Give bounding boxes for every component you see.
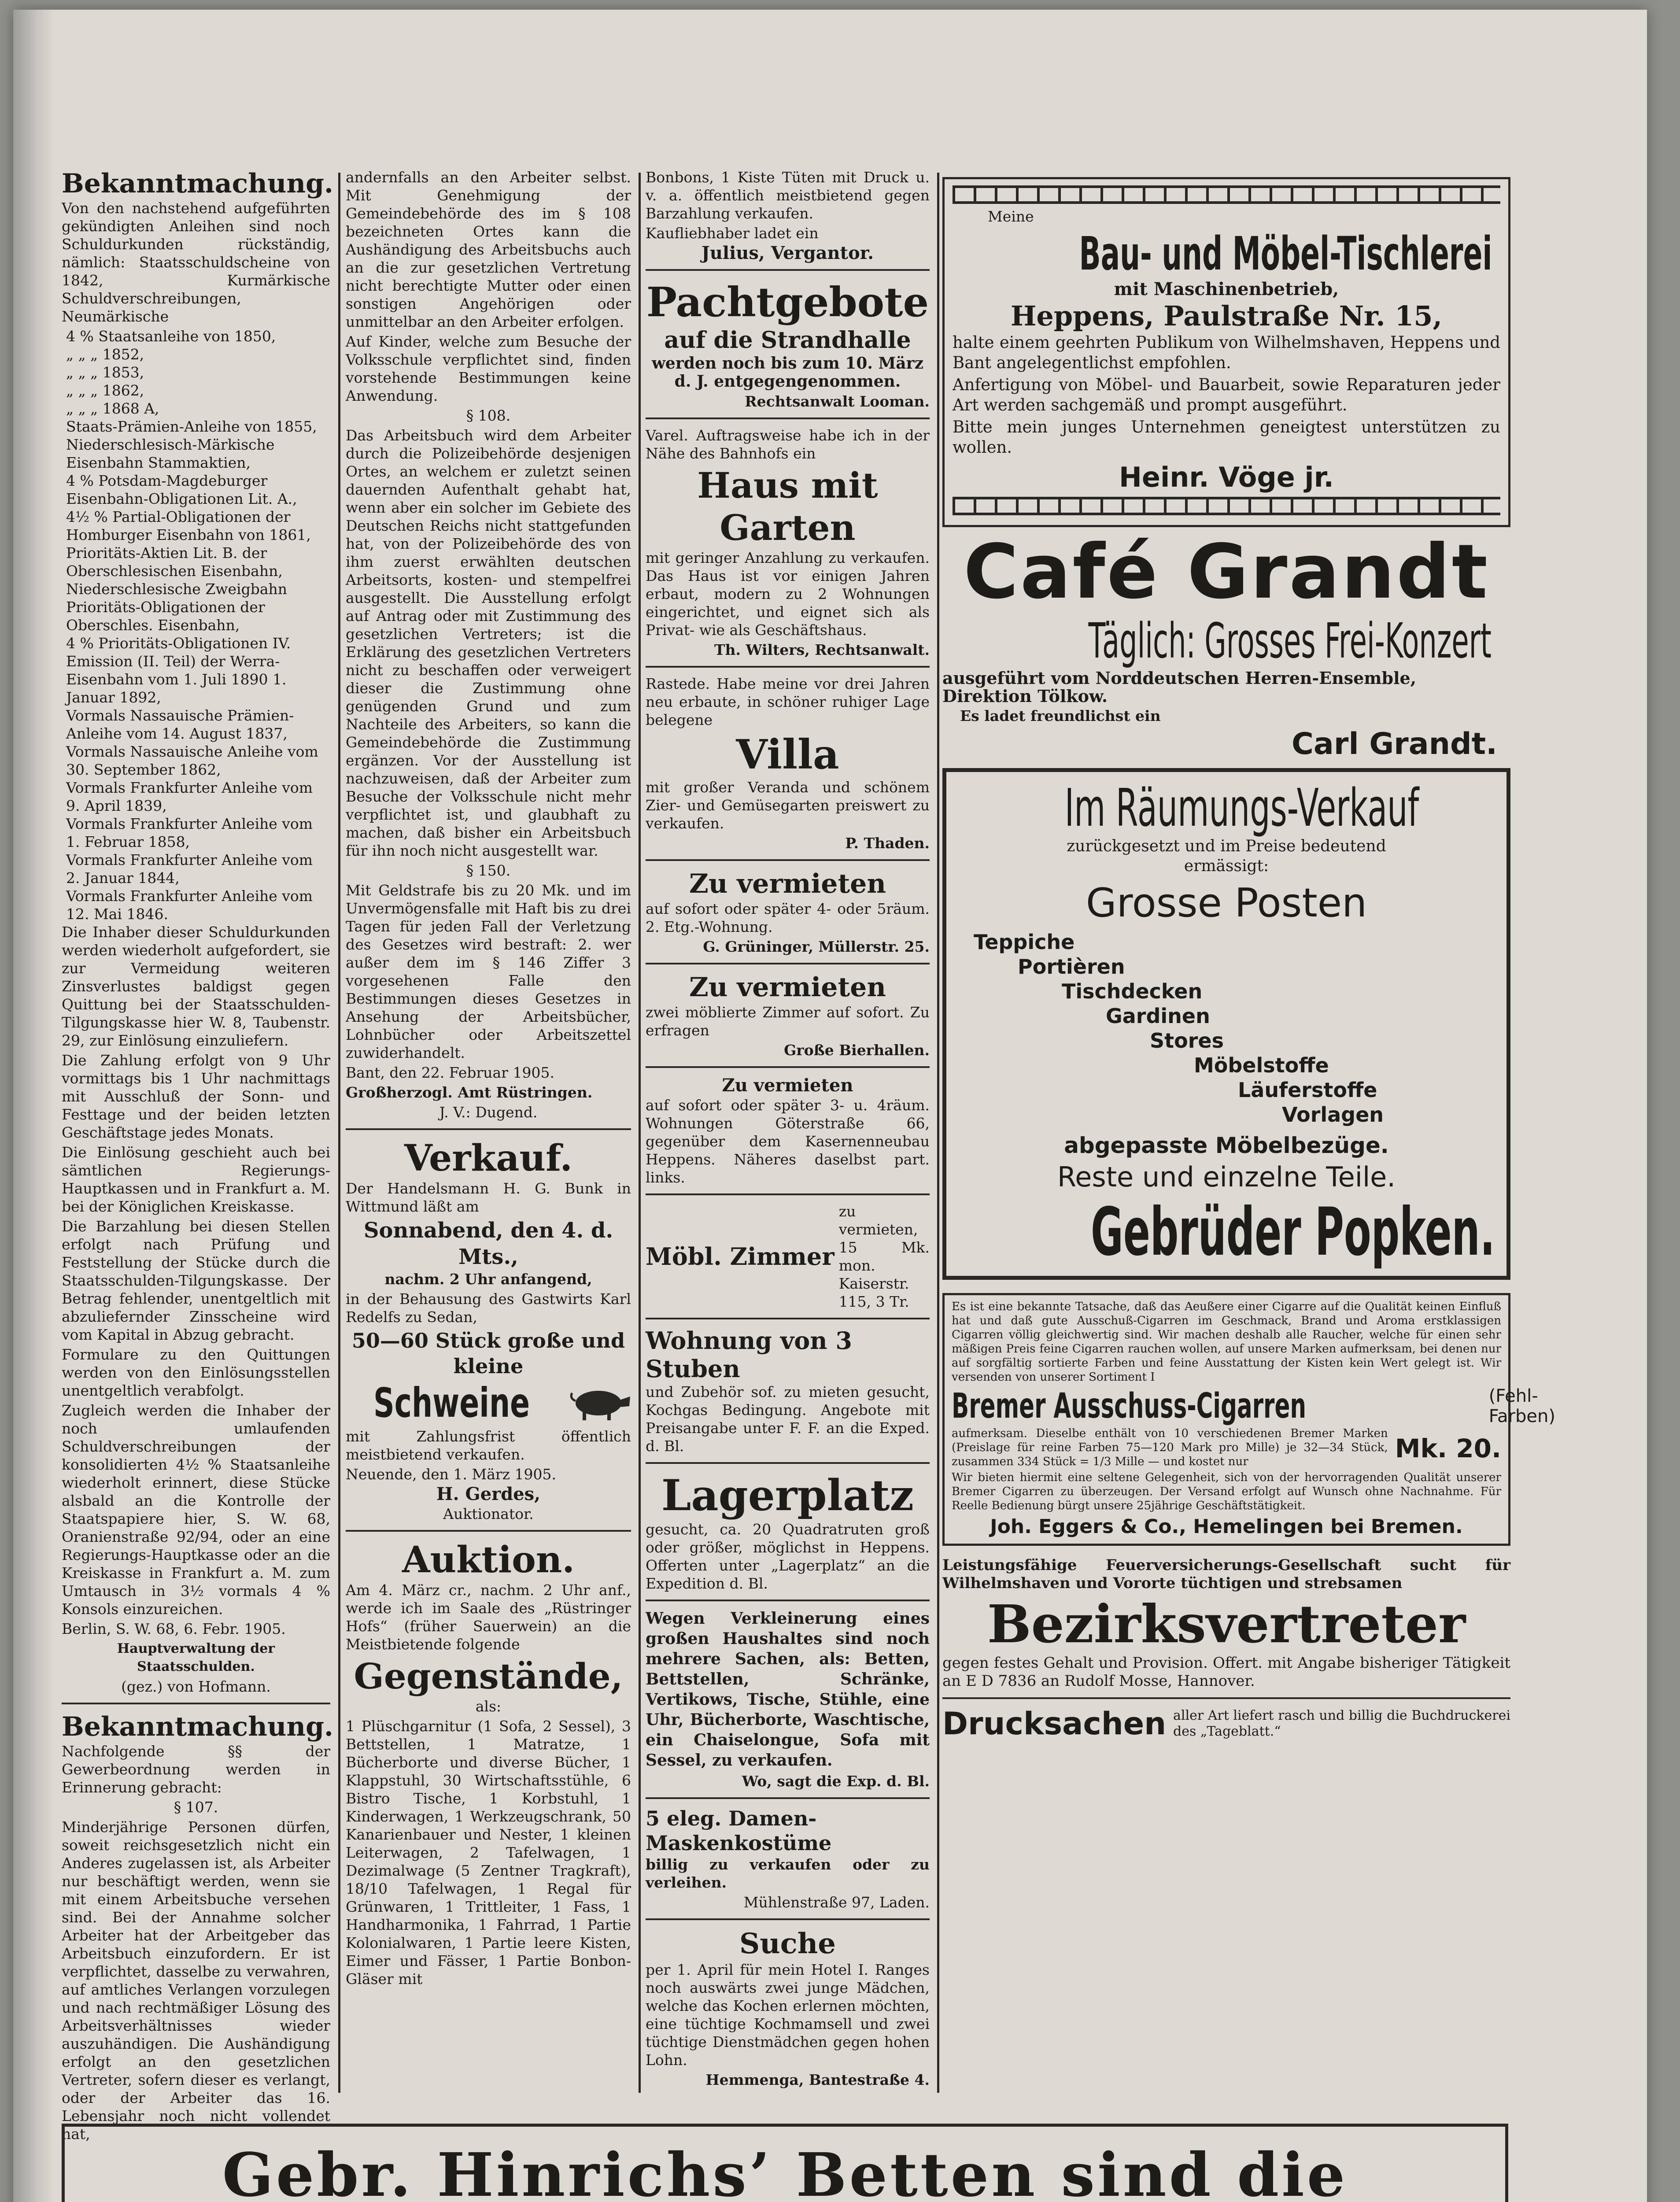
pig-icon bbox=[568, 1383, 634, 1423]
ad-subtitle: auf die Strandhalle bbox=[664, 327, 911, 354]
ad-date: Neuende, den 1. März 1905. bbox=[346, 1466, 557, 1483]
divider bbox=[646, 1318, 930, 1319]
ad-text: als: bbox=[475, 1698, 502, 1715]
ornament-border bbox=[953, 497, 1500, 515]
bond-item: 4½ % Partial-Obligationen der Homburger Eisenbahn von 1861, bbox=[66, 508, 311, 543]
divider bbox=[346, 1128, 631, 1130]
ad-address: Mühlenstraße 97, Laden. bbox=[743, 1894, 930, 1911]
ad-count: 50—60 Stück große und kleine bbox=[351, 1329, 625, 1378]
ad-text: abgepasste Möbelbezüge. bbox=[1064, 1133, 1389, 1158]
divider bbox=[346, 1530, 631, 1532]
divider bbox=[646, 1066, 930, 1068]
column-rule bbox=[338, 173, 340, 2093]
ad-text: Der Handelsmann H. G. Bunk in Wittmund läßt am bbox=[346, 1180, 631, 1215]
item-entry: Stores bbox=[1150, 1029, 1224, 1053]
notice-authority: Hauptverwaltung der Staatsschulden. bbox=[117, 1641, 275, 1674]
column-4 bbox=[942, 177, 1555, 2115]
item-entry: Läuferstoffe bbox=[1238, 1078, 1377, 1102]
ad-title: Gebr. Hinrichs’ Betten sind die bbox=[222, 2140, 1348, 2202]
notice-body bbox=[62, 923, 330, 1618]
ad-text: gegen festes Gehalt und Provision. Offert. mit Angabe bisheriger Tätigkeit an E D 7836 an Rudolf Mosse, Hannover. bbox=[942, 1654, 1510, 1690]
ad-text: in der Behausung des Gastwirts Karl Redelfs zu Sedan, bbox=[346, 1290, 631, 1326]
bond-item: Vormals Frankfurter Anleihe vom 12. Mai 1846. bbox=[66, 887, 313, 923]
ad-signature: Wo, sagt die Exp. d. Bl. bbox=[742, 1773, 930, 1790]
notice-place: Berlin, S. W. 68, 6. Febr. 1905. bbox=[62, 1620, 286, 1637]
paragraph-text: Die Barzahlung bei diesen Stellen erfolgt nach Prüfung und Feststellung der Stücke durch die Staatsschulden-Tilgungskasse. Der Betrag fehlender, unentgeltlich mit abzuliefernder Zinsscheine wird vom Kapital in Abzug gebracht. bbox=[62, 1218, 330, 1343]
ad-text: Varel. Auftragsweise habe ich in der Nähe des Bahnhofs ein bbox=[646, 427, 930, 462]
heading: Bekanntmachung. bbox=[62, 168, 333, 199]
divider bbox=[646, 1797, 930, 1799]
bezirk-ad bbox=[942, 1556, 1510, 1690]
bond-list bbox=[62, 327, 330, 923]
bond-item: „ „ „ 1868 A, bbox=[66, 400, 159, 417]
bond-item: Vormals Frankfurter Anleihe vom 9. April 1839, bbox=[66, 779, 313, 814]
paragraph-title: § 108. bbox=[466, 407, 511, 424]
bond-item: Niederschlesische Zweigbahn Prioritäts-Obligationen der Oberschles. Eisenbahn, bbox=[66, 580, 288, 634]
item-entry: Portièren bbox=[1018, 955, 1125, 979]
ad-title: Zu vermieten bbox=[722, 1075, 853, 1096]
item-list bbox=[956, 930, 1497, 1127]
paragraph-text: Minderjährige Personen dürfen, soweit reichsgesetzlich nicht ein Anderes zugelassen ist, als Arbeiter nur beschäftigt werden, wenn sie mit einem Arbeitsbuche versehen sind. Bei der Annahme solcher Arbeiter hat der Arbeitgeber das Arbeitsbuch einzufordern. Er ist verpflichtet, dasselbe zu verwahren, auf amtliches Verlangen vorzulegen und nach rechtmäßiger Lösung des Arbeitsverhältnisses wieder auszuhändigen. Die Aushändigung erfolgt an den gesetzlichen Vertreter, sofern dieser es verlangt, oder der Arbeiter das 16. Lebensjahr noch nicht vollendet hat, bbox=[62, 1818, 330, 2143]
ad-text: Es ladet freundlichst ein bbox=[960, 707, 1161, 724]
ad-note: (Fehl-Farben) bbox=[1488, 1386, 1555, 1426]
ad-title: Möbl. Zimmer bbox=[646, 1242, 834, 1271]
raeumung-ad bbox=[942, 768, 1510, 1280]
ad-title: Drucksachen bbox=[942, 1706, 1167, 1742]
ad-text: ausgeführt vom Norddeutschen Herren-Ensemble, Direktion Tölkow. bbox=[942, 668, 1416, 706]
ad-title: Lagerplatz bbox=[661, 1470, 914, 1520]
ad-text: Wir bieten hiermit eine seltene Gelegenheit, sich von der hervorragenden Qualität unserer Bremer Cigarren zu überzeugen. Der Versand erfolgt auf Wunsch ohne Nachnahme. Für Reelle Bedienung bürgt unsere 25jährige Geschäftstätigkeit. bbox=[952, 1471, 1501, 1512]
item-entry: Möbelstoffe bbox=[1194, 1053, 1329, 1077]
ad-text: mit geringer Anzahlung zu verkaufen. Das Haus ist vor einigen Jahren erbaut, modern zu 2 Wohnungen eingerichtet, und eignet sich als Privat- wie als Geschäftshaus. bbox=[646, 549, 930, 639]
bond-item: „ „ „ 1852, bbox=[66, 346, 144, 363]
divider bbox=[646, 1600, 930, 1601]
ad-address: Hemmenga, Bantestraße 4. bbox=[705, 2071, 930, 2088]
page-spine bbox=[13, 10, 55, 2202]
ad-signature: Th. Wilters, Rechtsanwalt. bbox=[714, 641, 930, 658]
bond-item: Vormals Frankfurter Anleihe vom 1. Februar 1858, bbox=[66, 815, 313, 850]
divider bbox=[646, 666, 930, 668]
ad-text: Reste und einzelne Teile. bbox=[1057, 1161, 1396, 1193]
ad-signature: Rechtsanwalt Looman. bbox=[745, 393, 930, 410]
bond-item: „ „ „ 1853, bbox=[66, 364, 144, 381]
bond-item: 4 % Potsdam-Magdeburger Eisenbahn-Obligationen Lit. A., bbox=[66, 472, 297, 507]
ad-text: zu vermieten, 15 Mk. mon. Kaiserstr. 115, 3 Tr. bbox=[838, 1203, 930, 1310]
ad-address: Heppens, Paulstraße Nr. 15, bbox=[1010, 300, 1443, 332]
heading: Bekanntmachung. bbox=[62, 1711, 333, 1742]
bond-item: „ „ „ 1862, bbox=[66, 382, 144, 399]
ad-date: Sonnabend, den 4. d. Mts., bbox=[363, 1218, 613, 1269]
cafe-ad bbox=[942, 528, 1510, 762]
paragraph-text: Die Einlösung geschieht auch bei sämtlichen Regierungs-Hauptkassen und in Frankfurt a. M. bei der Königlichen Kreiskasse. bbox=[62, 1144, 330, 1215]
paragraph-text: Formulare zu den Quittungen werden von den Einlösungsstellen unentgeltlich verabfolgt. bbox=[62, 1346, 330, 1399]
item-entry: Teppiche bbox=[974, 930, 1075, 954]
ad-text: Rastede. Habe meine vor drei Jahren neu erbaute, in schöner ruhiger Lage belegene bbox=[646, 675, 930, 728]
column-rule bbox=[639, 173, 641, 2093]
column-rule bbox=[937, 173, 939, 2093]
ad-text: auf sofort oder später 4- oder 5räum. 2. Etg.-Wohnung. bbox=[646, 900, 930, 935]
bond-item: Vormals Nassauische Prämien-Anleihe vom 14. August 1837, bbox=[66, 707, 294, 742]
ad-text: werden noch bis zum 10. März d. J. entgegengenommen. bbox=[651, 354, 924, 391]
ad-signature: Julius, Vergantor. bbox=[701, 243, 874, 263]
paragraph-text: andernfalls an den Arbeiter selbst. Mit Genehmigung der Gemeindebehörde des im § 108 bezeichneten Ortes kann die Aushändigung des Arbeitsbuchs auch an die zur gesetzlichen Vertretung nicht berechtigte Mutter oder einen sonstigen Angehörigen oder unmittelbar an den Arbeiter erfolgen. bbox=[346, 169, 631, 330]
ad-list: 1 Plüschgarnitur (1 Sofa, 2 Sessel), 3 Bettstellen, 1 Matratze, 1 Bücherborte und diverse Bücher, 1 Klappstuhl, 30 Wirtschaftsstühle, 6 Bistro Tische, 1 Korbstuhl, 1 Kinderwagen, 1 Werkzeugschrank, 50 Kanarienbauer und Nester, 1 kleinen Leiterwagen, 2 Tafelwagen, 1 Dezimalwage (5 Zentner Tragkraft), 18/10 Tafelwagen, 1 Regal für Grünwaren, 1 Trittleiter, 1 Fass, 1 Handharmonika, 1 Fahrrad, 1 Partie Kolonialwaren, 1 Partie leere Kisten, Eimer und Fässer, 1 Partie Bonbon-Gläser mit bbox=[346, 1718, 631, 1988]
moebl-row bbox=[646, 1202, 930, 1311]
ad-text: per 1. April für mein Hotel I. Ranges noch auswärts zwei junge Mädchen, welche das Kochen erlernen möchten, eine tüchtige Kochmamsell und zwei tüchtige Dienstmädchen gegen hohen Lohn. bbox=[646, 1961, 930, 2069]
ad-title: Zu vermieten bbox=[689, 868, 886, 899]
ad-title: Verkauf. bbox=[404, 1137, 572, 1179]
ad-text: aufmerksam. Dieselbe enthält von 10 verschiedenen Bremer Marken (Preislage für reine Farben 75—120 Mark pro Mille) je 32—34 Stück, zusammen 334 Stück = 1/3 Mille — und kostet nur bbox=[952, 1427, 1388, 1468]
bond-item: 4 % Prioritäts-Obligationen IV. Emission (II. Teil) der Werra-Eisenbahn vom 1. Juli 1890 1. Januar 1892, bbox=[66, 635, 291, 706]
column-1 bbox=[62, 168, 333, 2143]
notice-office: Großherzogl. Amt Rüstringen. bbox=[346, 1084, 593, 1101]
ad-signature: Große Bierhallen. bbox=[784, 1042, 930, 1059]
ad-title: Schweine bbox=[373, 1379, 530, 1426]
ad-title: Haus mit Garten bbox=[697, 465, 878, 548]
divider bbox=[942, 1697, 1510, 1699]
ad-text: Es ist eine bekannte Tatsache, daß das Aeußere einer Cigarre auf die Qualität keinen Einfluß hat und daß gute Ausschuß-Cigarren im Geschmack, Brand und Aroma erstklassigen Cigarren völlig gleichwertig sind. Wir machen deshalb alle Raucher, welche für einen sehr mäßigen Preis feine Cigarren rauchen wollen, auf unsere Marken aufmerksam, bei denen nur auf sorgfältig sortierte Farben und feine Ausstattung der Kisten kein Wert gelegt ist. Wir versenden von unserer Sortiment I bbox=[952, 1300, 1501, 1384]
ad-signature: Heinr. Vöge jr. bbox=[1119, 461, 1334, 493]
paragraph-text: Auf Kinder, welche zum Besuche der Volksschule verpflichtet sind, finden vorstehende Bestimmungen keine Anwendung. bbox=[346, 333, 631, 404]
paragraph-text: Zugleich werden die Inhaber der noch umlaufenden Schuldverschreibungen der konsolidierten 4½ % Staatsanleihe wiederholt erinnert, diese Stücke alsbald an die Kontrolle der Staatspapiere hier, S. W. 68, Oranienstraße 92/94, oder an eine Regierungs-Hauptkasse oder an die Kreiskasse in Frankfurt a. M. zum Umtausch in 3½ vormals 4 % Konsols einzureichen. bbox=[62, 1402, 330, 1618]
ad-signature: Joh. Eggers & Co., Hemelingen bei Bremen. bbox=[990, 1515, 1463, 1538]
bond-item: Vormals Frankfurter Anleihe vom 2. Januar 1844, bbox=[66, 851, 313, 887]
ad-title: Café Grandt bbox=[964, 528, 1489, 616]
newspaper-page bbox=[13, 10, 1647, 2202]
ad-title: Gegenstände, bbox=[354, 1655, 623, 1697]
ad-text: Leistungsfähige Feuerversicherungs-Gesellschaft sucht für Wilhelmshaven und Vororte tüchtigen und strebsamen bbox=[942, 1556, 1510, 1592]
bond-item: Niederschlesisch-Märkische Eisenbahn Stammaktien, bbox=[66, 436, 275, 471]
ad-signature: Gebrüder Popken. bbox=[1090, 1194, 1495, 1271]
ad-text: und Zubehör sof. zu mieten gesucht, Kochgas Bedingung. Angebote mit Preisangabe unter F. F. an die Exped. d. Bl. bbox=[646, 1383, 930, 1455]
divider bbox=[646, 1918, 930, 1920]
notice-intro: Von den nachstehend aufgeführten gekündigten Anleihen sind noch Schuldurkunden rückständig, nämlich: Staatsschuldscheine von 1842, Kurmärkische Schuldverschreibungen, Neumärkische bbox=[62, 200, 330, 325]
ad-text: mit Zahlungsfrist öffentlich meistbietend verkaufen. bbox=[346, 1428, 631, 1463]
paragraph-text: Das Arbeitsbuch wird dem Arbeiter durch die Polizeibehörde desjenigen Ortes, an welchem er zuletzt seinen dauernden Aufenthalt gehabt hat, wenn aber ein solcher im Gebiete des Deutschen Reichs nicht stattgefunden hat, von der Polizeibehörde des von ihm zuerst erwählten deutschen Arbeitsorts, kosten- und stempelfrei ausgestellt. Die Ausstellung erfolgt auf Antrag oder mit Zustimmung des gesetzlichen Vertreters; ist die Erklärung des gesetzlichen Vertreters nicht zu beschaffen oder verweigert dieser die Zustimmung ohne genügenden Grund und zum Nachteile des Arbeiters, so kann die Gemeindebehörde die Zustimmung ergänzen. Vor der Ausstellung ist nachzuweisen, daß der Arbeiter zum Besuche der Volksschule nicht mehr verpflichtet ist, und glaubhaft zu machen, daß bisher ein Arbeitsbuch für ihn noch nicht ausgestellt war. bbox=[346, 427, 631, 859]
ad-role: Auktionator. bbox=[443, 1505, 534, 1522]
notice-intro: Nachfolgende §§ der Gewerbeordnung werden in Erinnerung gebracht: bbox=[62, 1743, 330, 1796]
ad-text: mit großer Veranda und schönem Zier- und Gemüsegarten preiswert zu verkaufen. bbox=[646, 779, 930, 832]
paragraph-title: § 150. bbox=[466, 862, 511, 879]
ad-text: Bonbons, 1 Kiste Tüten mit Druck u. v. a. öffentlich meistbietend gegen Barzahlung verkaufen. bbox=[646, 169, 930, 222]
ad-title: 5 eleg. Damen-Maskenkostüme bbox=[646, 1807, 832, 1855]
item-entry: Tischdecken bbox=[1062, 979, 1203, 1003]
bond-item: Prioritäts-Aktien Lit. B. der Oberschlesischen Eisenbahn, bbox=[66, 544, 283, 580]
ad-signature: P. Thaden. bbox=[845, 835, 930, 852]
ad-title: Bau- und Möbel-Tischlerei bbox=[1079, 227, 1492, 281]
hinrichs-ad bbox=[62, 2124, 1508, 2202]
divider bbox=[646, 859, 930, 861]
divider bbox=[646, 963, 930, 964]
bond-item: Vormals Nassauische Anleihe vom 30. September 1862, bbox=[66, 743, 318, 778]
tischlerei-ad bbox=[942, 177, 1510, 527]
ad-text: halte einem geehrten Publikum von Wilhelmshaven, Heppens und Bant angelegentlichst empfohlen. bbox=[953, 333, 1500, 372]
ad-title: Zu vermieten bbox=[689, 972, 886, 1003]
ad-signature: H. Gerdes, bbox=[436, 1484, 541, 1504]
ad-text: Am 4. März cr., nachm. 2 Uhr anf., werde ich im Saale des „Rüstringer Hofs“ (früher Sauerwein) an die Meistbietende folgende bbox=[346, 1581, 631, 1653]
column-2 bbox=[346, 168, 631, 2097]
ad-title: Auktion. bbox=[402, 1539, 575, 1581]
ad-title: Im Räumungs-Verkauf bbox=[1064, 777, 1419, 838]
ad-text: Kaufliebhaber ladet ein bbox=[646, 225, 819, 242]
ad-title: Wohnung von 3 Stuben bbox=[646, 1326, 852, 1383]
ad-text: ermässigt: bbox=[1184, 857, 1269, 875]
ad-title: Villa bbox=[736, 731, 839, 778]
ad-price: Mk. 20. bbox=[1395, 1434, 1501, 1463]
ad-title: Pachtgebote bbox=[646, 278, 929, 326]
column-3 bbox=[646, 168, 930, 2097]
ad-text: zwei möblierte Zimmer auf sofort. Zu erfragen bbox=[646, 1004, 930, 1039]
ornament-border bbox=[953, 185, 1500, 204]
ad-text: zurückgesetzt und im Preise bedeutend bbox=[1067, 837, 1386, 855]
bond-item: 4 % Staatsanleihe von 1850, bbox=[66, 328, 276, 345]
notice-signature: (gez.) von Hofmann. bbox=[121, 1678, 271, 1695]
divider bbox=[646, 417, 930, 419]
paragraph-text: Mit Geldstrafe bis zu 20 Mk. und im Unvermögensfalle mit Haft bis zu drei Tagen für jeden Fall der Verletzung des Gesetzes wird bestraft: 2. wer außer dem im § 146 Ziffer 3 vorgesehenen Falle den Bestimmungen dieses Gesetzes in Ansehung der Arbeitsbücher, Lohnbücher oder Arbeitszettel zuwiderhandelt. bbox=[346, 882, 631, 1061]
ad-subtitle: Täglich: Grosses Frei-Konzert bbox=[1088, 613, 1492, 669]
notice-date: Bant, den 22. Februar 1905. bbox=[346, 1064, 554, 1081]
notice-signature: J. V.: Dugend. bbox=[439, 1104, 538, 1121]
ad-text: auf sofort oder später 3- u. 4räum. Wohnungen Göterstraße 66, gegenüber dem Kasernenneubau Heppens. Näheres daselbst part. links. bbox=[646, 1097, 930, 1186]
item-entry: Vorlagen bbox=[1282, 1103, 1384, 1127]
paragraph-text: Die Zahlung erfolgt von 9 Uhr vormittags bis 1 Uhr nachmittags mit Ausschluß der Sonn- und Festtage und der beiden letzten Geschäftstage jedes Monats. bbox=[62, 1052, 330, 1141]
ad-text: Bitte mein junges Unternehmen geneigtest unterstützen zu wollen. bbox=[953, 417, 1500, 457]
ad-text: Anfertigung von Möbel- und Bauarbeit, sowie Reparaturen jeder Art werden sachgemäß und prompt ausgeführt. bbox=[953, 375, 1500, 414]
ad-text: Meine bbox=[988, 208, 1034, 225]
ad-headline: Grosse Posten bbox=[1086, 880, 1367, 926]
pig-row bbox=[346, 1379, 631, 1427]
paragraph-title: § 107. bbox=[174, 1799, 218, 1816]
divider bbox=[646, 1462, 930, 1464]
ad-title: Suche bbox=[739, 1927, 836, 1960]
ad-subtitle: mit Maschinenbetrieb, bbox=[1114, 279, 1339, 299]
ad-text: gesucht, ca. 20 Quadratruten groß oder größer, möglichst in Heppens. Offerten unter „Lagerplatz“ an die Expedition d. Bl. bbox=[646, 1521, 930, 1592]
bond-item: Staats-Prämien-Anleihe von 1855, bbox=[66, 418, 317, 435]
ad-signature: G. Grüninger, Müllerstr. 25. bbox=[703, 938, 930, 955]
ad-title: Bremer Ausschuss-Cigarren bbox=[952, 1386, 1307, 1426]
item-entry: Gardinen bbox=[1106, 1004, 1210, 1028]
divider bbox=[62, 1703, 330, 1704]
divider bbox=[646, 269, 930, 271]
ad-text: billig zu verkaufen oder zu verleihen. bbox=[646, 1856, 930, 1891]
ad-text: Wegen Verkleinerung eines großen Haushaltes sind noch mehrere Sachen, als: Betten, Bettstellen, Schränke, Vertikows, Tische, Stühle, eine Uhr, Bücherborte, Waschtische, ein Chaiselongue, Sofa mit Sessel, zu verkaufen. bbox=[646, 1609, 930, 1770]
paragraph-text: Die Inhaber dieser Schuldurkunden werden wiederholt aufgefordert, sie zur Vermeidung weiteren Zinsverlustes baldigst gegen Quittung bei der Staatsschulden-Tilgungskasse hier W. 8, Taubenstr. 29, zur Einlösung einzuliefern. bbox=[62, 924, 330, 1049]
cigarren-ad bbox=[942, 1293, 1555, 1546]
divider bbox=[646, 1193, 930, 1195]
ad-signature: Carl Grandt. bbox=[1292, 727, 1497, 761]
ad-title: Bezirksvertreter bbox=[987, 1593, 1466, 1655]
ad-text: aller Art liefert rasch und billig die Buchdruckerei des „Tageblatt.“ bbox=[1173, 1708, 1510, 1739]
drucksachen-ad bbox=[942, 1706, 1510, 1741]
ad-time: nachm. 2 Uhr anfangend, bbox=[384, 1271, 592, 1288]
